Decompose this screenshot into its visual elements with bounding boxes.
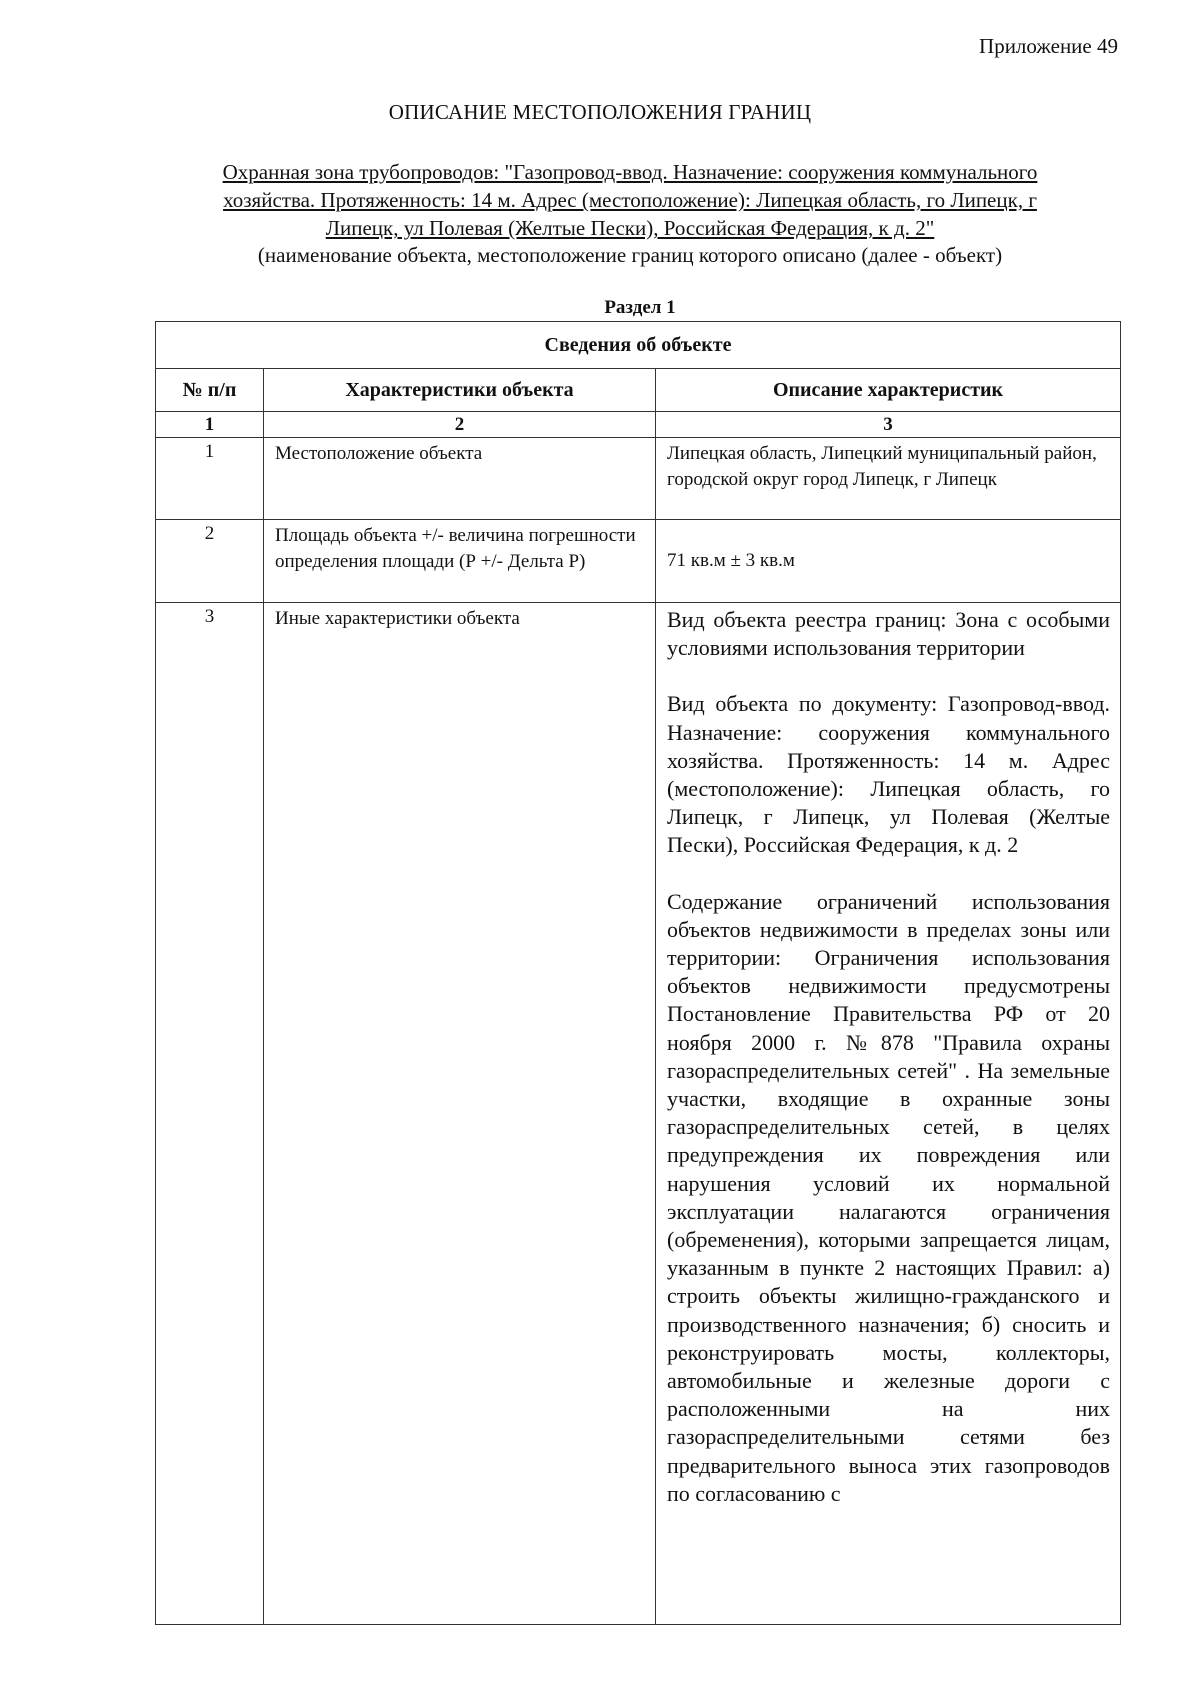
row-description: Липецкая область, Липецкий муниципальный район, городской округ город Липецк, г Липецк [656, 438, 1121, 520]
description-paragraph: Вид объекта по документу: Газопровод-ввод. Назначение: сооружения коммунального хозяйства. Протяженность: 14 м. Адрес (местоположение): Липецкая область, го Липецк, г Липецк, ул Полевая (Желтые Пески), Российская Федерация, к д. 2 [667, 691, 1111, 858]
table-header-row [156, 369, 1121, 412]
row-description [656, 603, 1121, 1625]
object-name-line-1: Охранная зона трубопроводов: "Газопровод-ввод. Назначение: сооружения коммунального [222, 160, 1038, 184]
table-title: Сведения об объекте [156, 322, 1121, 369]
column-header-characteristic: Характеристики объекта [264, 369, 656, 412]
appendix-label: Приложение 49 [979, 34, 1118, 58]
column-number-row [156, 412, 1121, 438]
column-number-3: 3 [656, 412, 1121, 438]
section-label: Раздел 1 [604, 297, 676, 318]
row-characteristic: Иные характеристики объекта [264, 603, 656, 1625]
row-num: 2 [156, 520, 264, 603]
column-header-num: № п/п [156, 369, 264, 412]
table-title-row [156, 322, 1121, 369]
object-caption: (наименование объекта, местоположение границ которого описано (далее - объект) [257, 243, 1003, 267]
description-paragraph: Содержание ограничений использования объектов недвижимости в пределах зоны или территории: Ограничения использования объектов недвижимости предусмотрены Постановление Правительства РФ от 20 ноября 2000 г. №878 "Правила охраны газораспределительных сетей" . На земельные участки, входящие в охранные зоны газораспределительных сетей, в целях предупреждения их повреждения или нарушения условий их нормальной эксплуатации налагаются ограничения (обременения), которыми запрещается лицам, указанным в пункте 2 настоящих Правил: а) строить объекты жилищно-гражданского и производственного назначения; б) сносить и реконструировать мосты, коллекторы, автомобильные и железные дороги с расположенными на них газораспределительными сетями без предварительного выноса этих газопроводов по согласованию с [667, 888, 1111, 1506]
object-name [150, 158, 1110, 242]
document-title: ОПИСАНИЕ МЕСТОПОЛОЖЕНИЯ ГРАНИЦ [388, 100, 812, 124]
object-name-line-2: хозяйства. Протяженность: 14 м. Адрес (местоположение): Липецкая область, го Липецк, г [223, 188, 1037, 212]
row-num: 3 [156, 603, 264, 1625]
table-row [156, 603, 1121, 1625]
object-name-line-3: Липецк, ул Полевая (Желтые Пески), Российская Федерация, к д. 2" [325, 216, 935, 240]
table-row [156, 438, 1121, 520]
column-number-2: 2 [264, 412, 656, 438]
row-num: 1 [156, 438, 264, 520]
row-characteristic: Площадь объекта +/- величина погрешности определения площади (Р +/- Дельта Р) [264, 520, 656, 603]
column-number-1: 1 [156, 412, 264, 438]
table-row [156, 520, 1121, 603]
object-info-table [155, 321, 1121, 1625]
row-description: 71 кв.м ± 3 кв.м [656, 520, 1121, 603]
row-characteristic: Местоположение объекта [264, 438, 656, 520]
column-header-description: Описание характеристик [656, 369, 1121, 412]
description-paragraph: Вид объекта реестра границ: Зона с особыми условиями использования территории [667, 607, 1111, 661]
